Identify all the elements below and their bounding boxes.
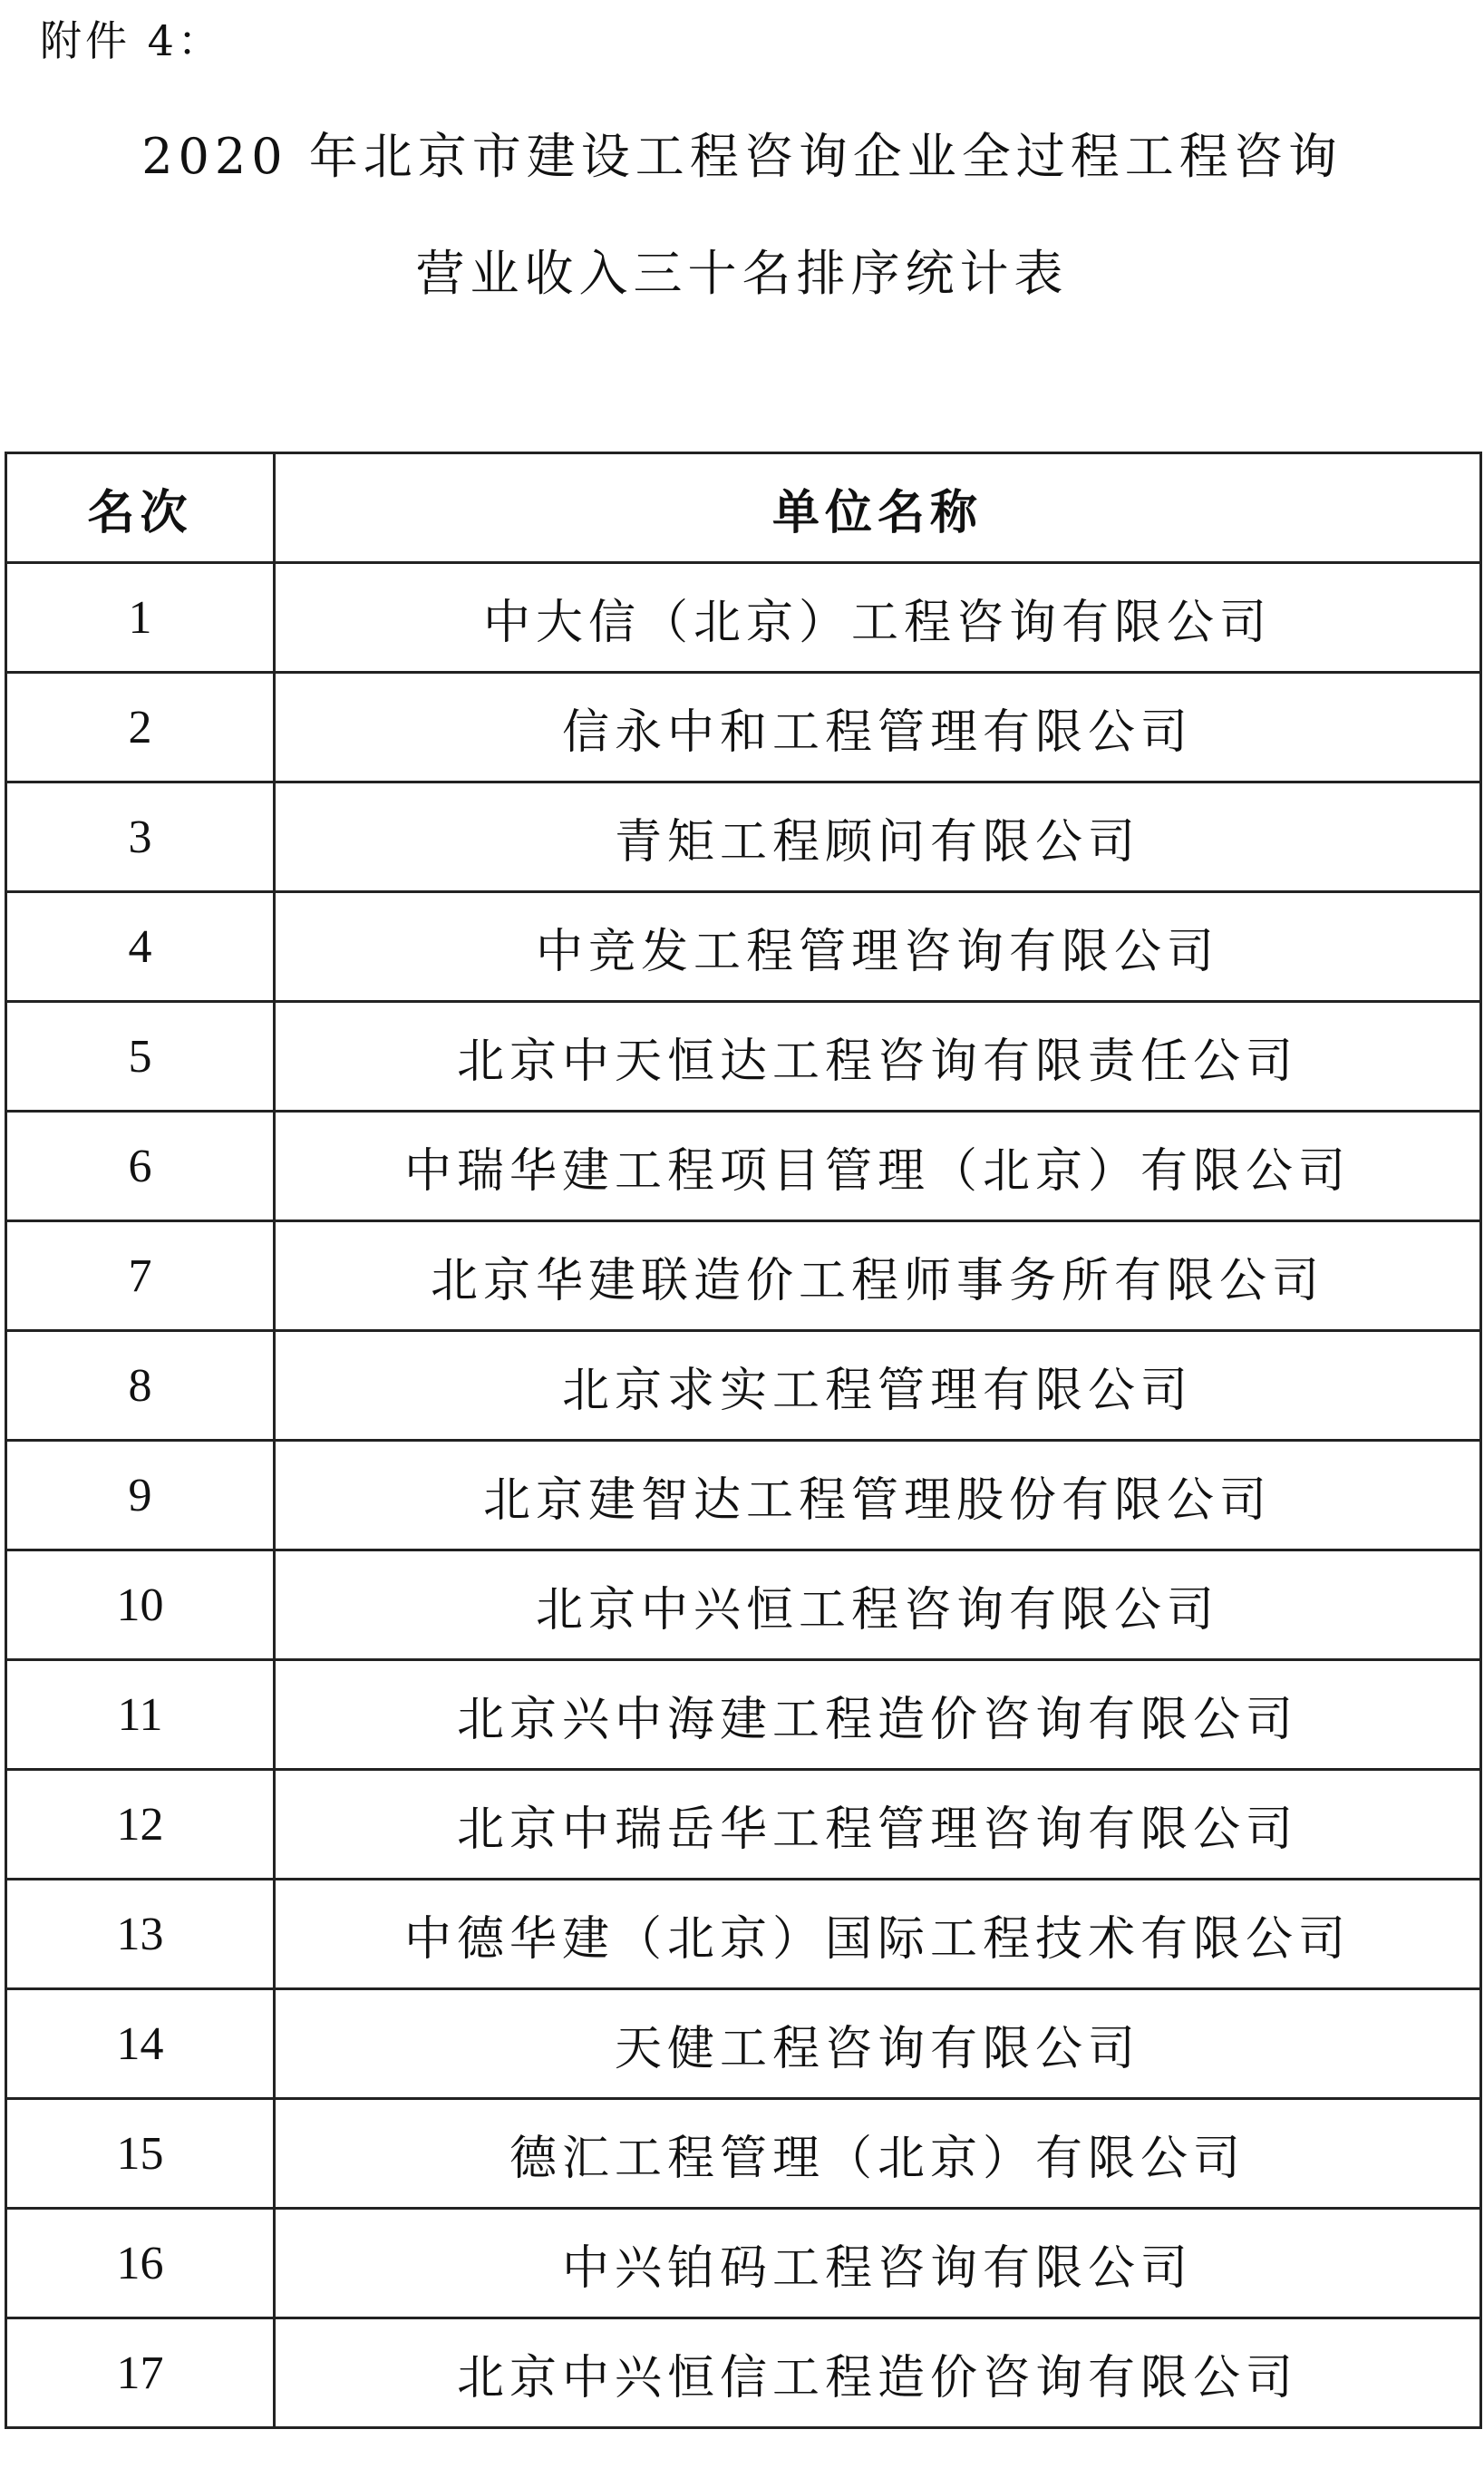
rank-cell: 4 bbox=[6, 892, 275, 1002]
table-row bbox=[6, 1550, 1481, 1660]
table-row bbox=[6, 673, 1481, 782]
company-name-cell: 中瑞华建工程项目管理（北京）有限公司 bbox=[275, 1112, 1481, 1221]
table-row bbox=[6, 1880, 1481, 1989]
rank-cell: 8 bbox=[6, 1331, 275, 1441]
company-name-cell: 中兴铂码工程咨询有限公司 bbox=[275, 2209, 1481, 2318]
company-name-cell: 中德华建（北京）国际工程技术有限公司 bbox=[275, 1880, 1481, 1989]
rank-cell: 17 bbox=[6, 2318, 275, 2428]
company-name-cell: 北京求实工程管理有限公司 bbox=[275, 1331, 1481, 1441]
rank-cell: 2 bbox=[6, 673, 275, 782]
company-name-cell: 中大信（北京）工程咨询有限公司 bbox=[275, 563, 1481, 673]
table-row bbox=[6, 1660, 1481, 1770]
company-name-cell: 北京中兴恒工程咨询有限公司 bbox=[275, 1550, 1481, 1660]
rank-cell: 3 bbox=[6, 782, 275, 892]
company-name-cell: 天健工程咨询有限公司 bbox=[275, 1989, 1481, 2099]
table-row bbox=[6, 1002, 1481, 1112]
company-name-cell: 北京建智达工程管理股份有限公司 bbox=[275, 1441, 1481, 1550]
table-row bbox=[6, 1331, 1481, 1441]
company-name-cell: 北京中天恒达工程咨询有限责任公司 bbox=[275, 1002, 1481, 1112]
rank-cell: 7 bbox=[6, 1221, 275, 1331]
column-header-company-name: 单位名称 bbox=[275, 453, 1481, 563]
company-name-cell: 北京中瑞岳华工程管理咨询有限公司 bbox=[275, 1770, 1481, 1880]
company-name-cell: 信永中和工程管理有限公司 bbox=[275, 673, 1481, 782]
company-name-cell: 北京兴中海建工程造价咨询有限公司 bbox=[275, 1660, 1481, 1770]
table-row bbox=[6, 1221, 1481, 1331]
rank-cell: 1 bbox=[6, 563, 275, 673]
rank-cell: 9 bbox=[6, 1441, 275, 1550]
table-header-row bbox=[6, 453, 1481, 563]
table-row bbox=[6, 2318, 1481, 2428]
table-row bbox=[6, 892, 1481, 1002]
table-row bbox=[6, 1441, 1481, 1550]
table-row bbox=[6, 563, 1481, 673]
table-row bbox=[6, 1770, 1481, 1880]
rank-cell: 6 bbox=[6, 1112, 275, 1221]
rank-cell: 5 bbox=[6, 1002, 275, 1112]
table-row bbox=[6, 1112, 1481, 1221]
ranking-table bbox=[5, 452, 1482, 2429]
company-name-cell: 青矩工程顾问有限公司 bbox=[275, 782, 1481, 892]
column-header-rank: 名次 bbox=[6, 453, 275, 563]
table-row bbox=[6, 2099, 1481, 2209]
company-name-cell: 北京华建联造价工程师事务所有限公司 bbox=[275, 1221, 1481, 1331]
table-row bbox=[6, 782, 1481, 892]
attachment-label: 附件 4： bbox=[40, 16, 223, 65]
company-name-cell: 中竞发工程管理咨询有限公司 bbox=[275, 892, 1481, 1002]
company-name-cell: 北京中兴恒信工程造价咨询有限公司 bbox=[275, 2318, 1481, 2428]
rank-cell: 12 bbox=[6, 1770, 275, 1880]
rank-cell: 15 bbox=[6, 2099, 275, 2209]
document-title-line-2: 营业收入三十名排序统计表 bbox=[415, 245, 1069, 302]
document-title-line-1: 2020 年北京市建设工程咨询企业全过程工程咨询 bbox=[141, 128, 1343, 185]
rank-cell: 16 bbox=[6, 2209, 275, 2318]
company-name-cell: 德汇工程管理（北京）有限公司 bbox=[275, 2099, 1481, 2209]
rank-cell: 14 bbox=[6, 1989, 275, 2099]
table-row bbox=[6, 1989, 1481, 2099]
rank-cell: 11 bbox=[6, 1660, 275, 1770]
table-row bbox=[6, 2209, 1481, 2318]
rank-cell: 10 bbox=[6, 1550, 275, 1660]
rank-cell: 13 bbox=[6, 1880, 275, 1989]
